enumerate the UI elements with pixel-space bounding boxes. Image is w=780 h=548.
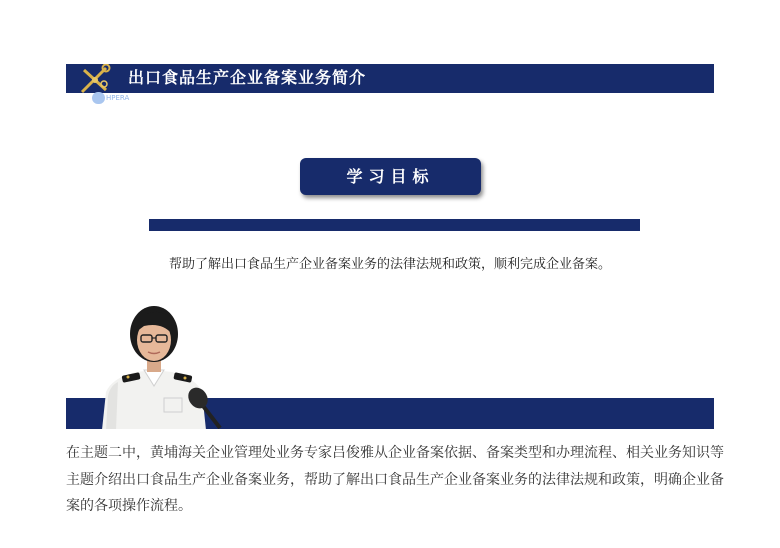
learning-goal-heading: 学习目标	[300, 158, 481, 195]
slide-title-bar	[66, 64, 714, 93]
logo-watermark: HPERA	[92, 92, 129, 104]
video-slide[interactable]	[66, 64, 714, 429]
slide-title: 出口食品生产企业备案业务简介	[128, 68, 367, 87]
presenter-image	[92, 300, 234, 429]
logo-dot-icon	[92, 92, 105, 104]
article-caption: 在主题二中，黄埔海关企业管理处业务专家吕俊雅从企业备案依据、备案类型和办理流程、相关业务知识等主题介绍出口食品生产企业备案业务，帮助了解出口食品生产企业备案业务的法律法规和政策，明确企业备案的各项操作流程。	[66, 445, 724, 514]
divider-bar	[149, 219, 640, 231]
learning-goal-text: 帮助了解出口食品生产企业备案业务的法律法规和政策，顺利完成企业备案。	[168, 257, 611, 272]
